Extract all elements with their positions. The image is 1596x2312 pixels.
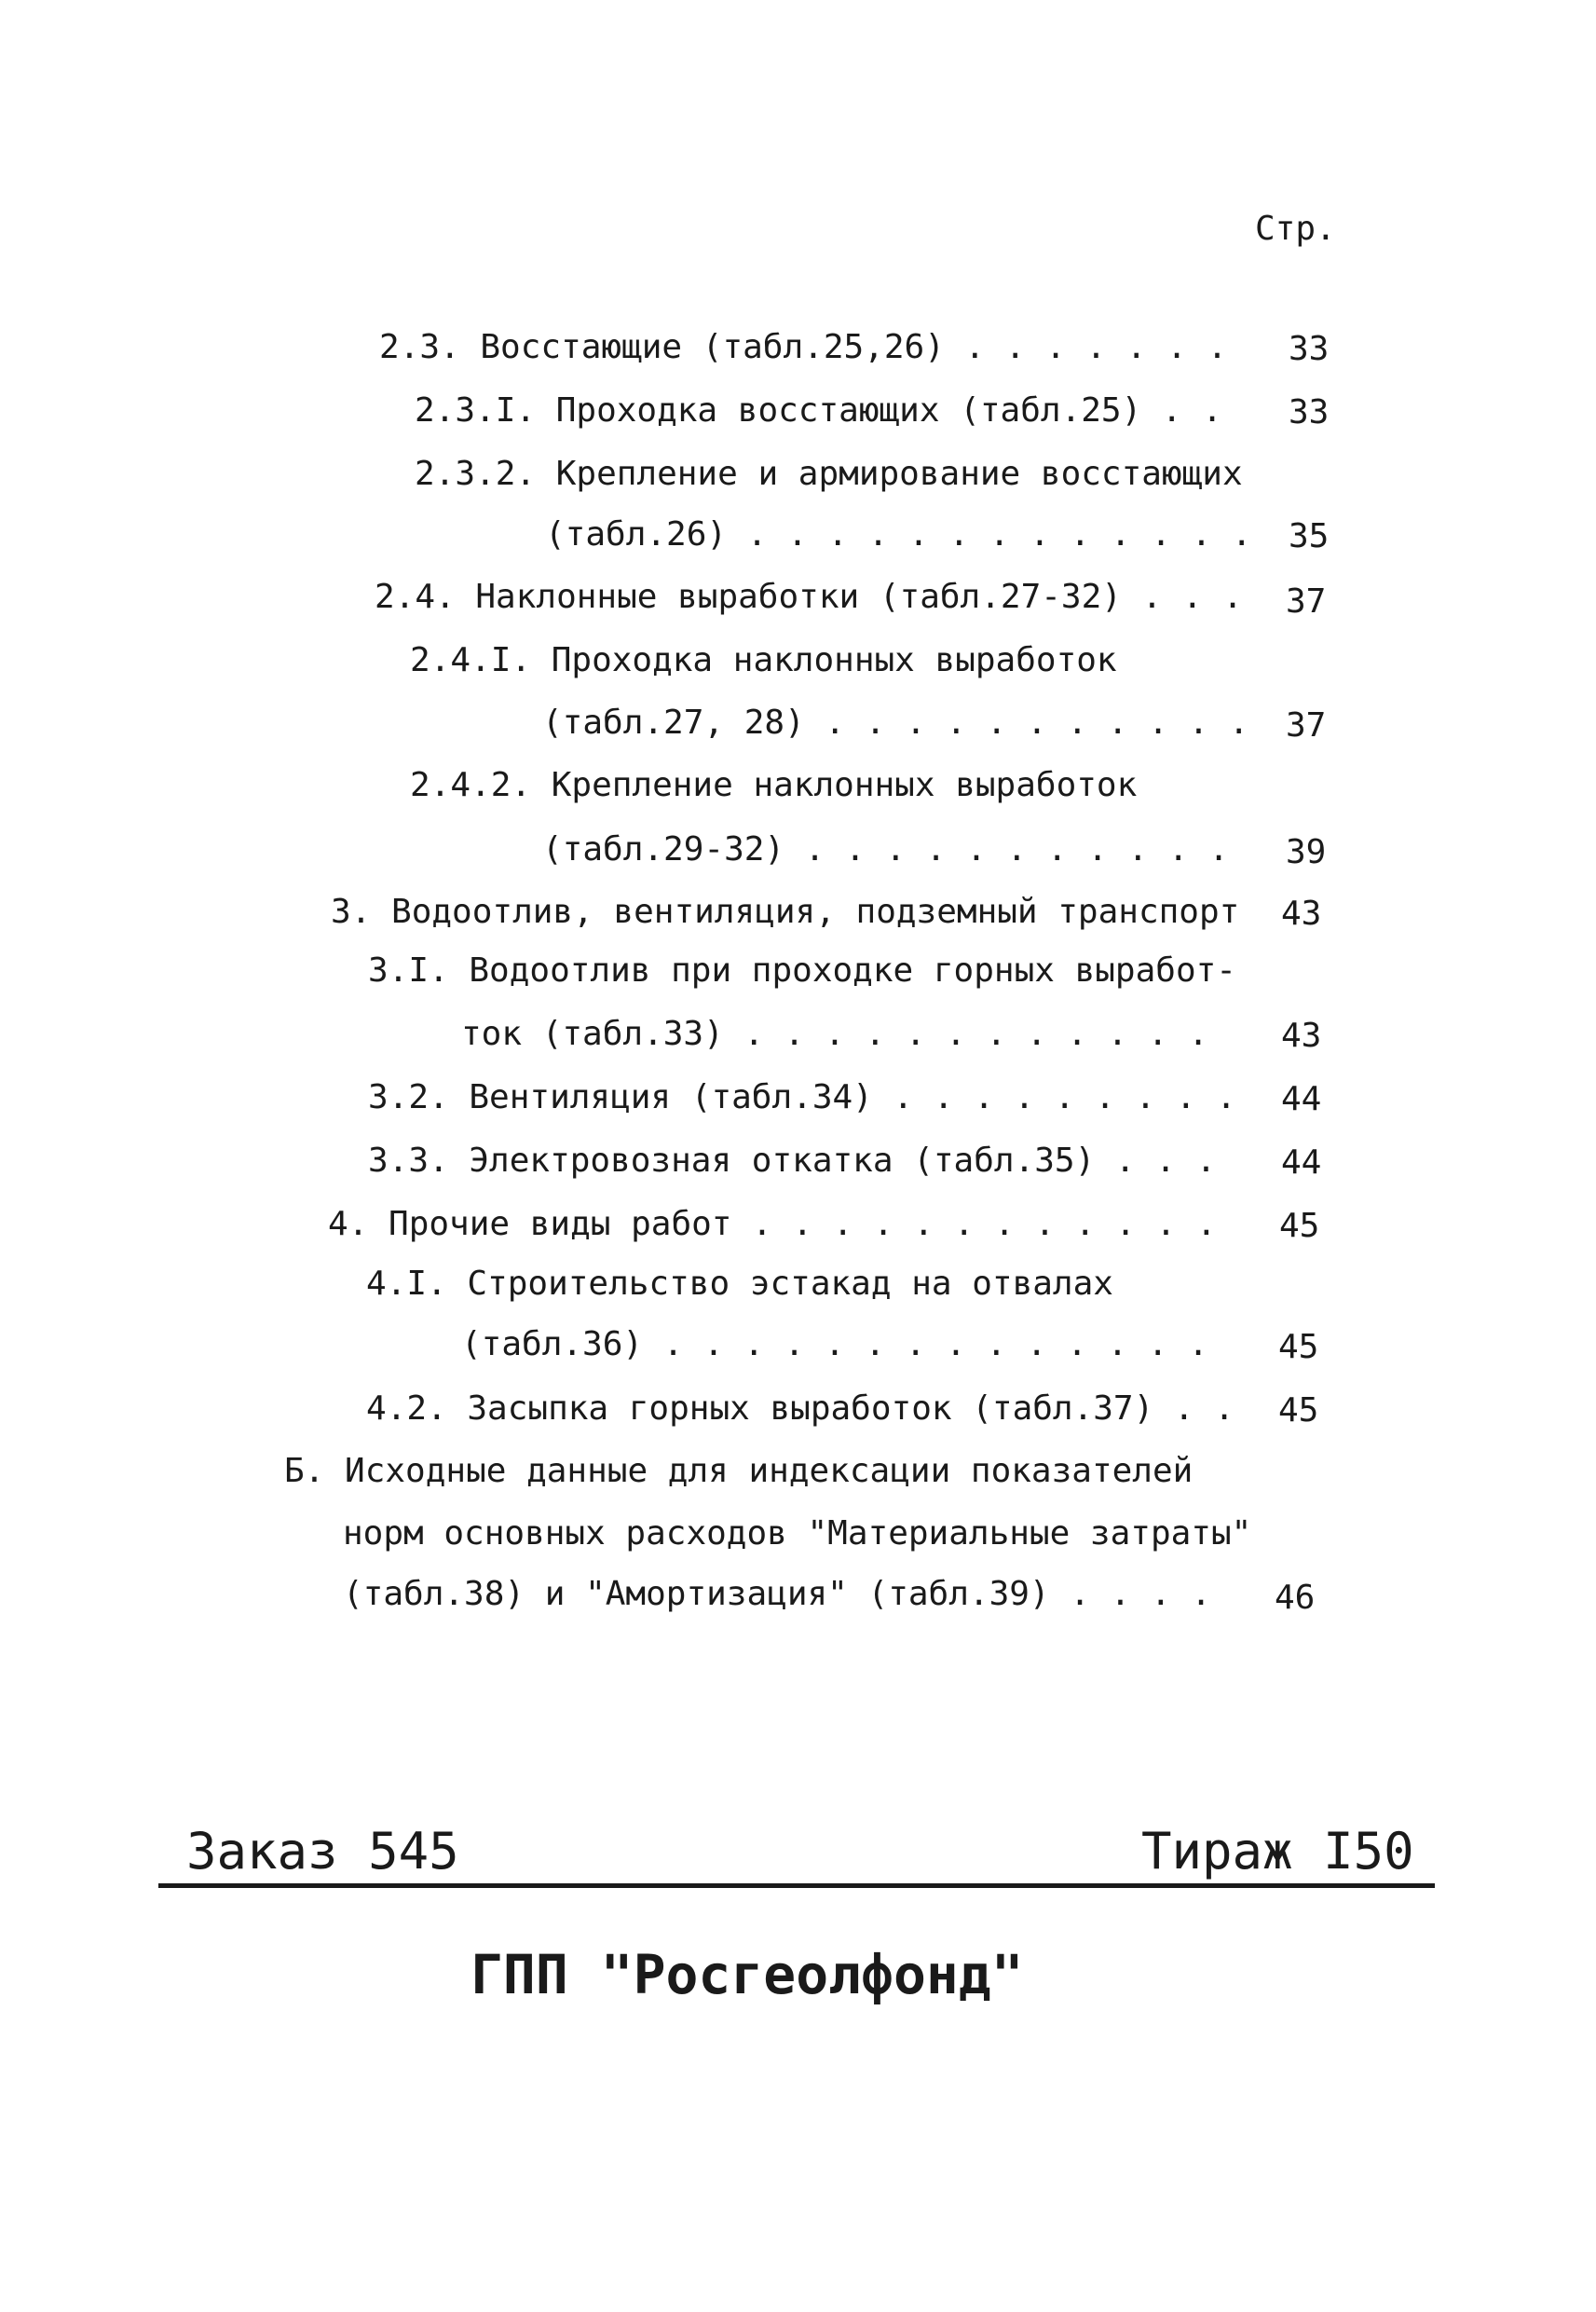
toc-entry-text: 3.2. Вентиляция (табл.34) . . . . . . . . . [368,1078,1236,1116]
toc-entry-text: 4. Прочие виды работ . . . . . . . . . . . . [328,1205,1217,1243]
toc-entry-page: 35 [1289,517,1330,555]
toc-entry-text: 4.I. Строительство эстакад на отвалах [366,1265,1113,1303]
toc-entry-text: 2.4.2. Крепление наклонных выработок [410,766,1138,804]
toc-entry-text: 2.4.I. Проходка наклонных выработок [410,641,1117,679]
toc-entry-text: 2.3.I. Проходка восстающих (табл.25) . . [415,391,1222,430]
page-column-header: Стр. [1255,210,1336,248]
toc-entry-text: (табл.36) . . . . . . . . . . . . . . [461,1325,1208,1363]
toc-entry-page: 33 [1289,330,1330,368]
toc-entry-page: 43 [1281,895,1322,933]
toc-entry-text: 2.3.2. Крепление и армирование восстающих [415,455,1243,493]
toc-entry-text: 3.I. Водоотлив при проходке горных выработ- [368,951,1236,990]
toc-entry-page: 46 [1275,1579,1316,1617]
toc-entry-page: 44 [1281,1080,1322,1118]
order-number: Заказ 545 [186,1822,459,1881]
toc-entry-page: 33 [1289,393,1330,431]
footer-divider [158,1883,1435,1888]
toc-entry-text: Б. Исходные данные для индексации показателей [284,1452,1194,1490]
toc-entry-text: 2.4. Наклонные выработки (табл.27-32) . . . [375,578,1243,616]
publisher-name: ГПП "Росгеолфонд" [471,1943,1024,2006]
toc-entry-text: (табл.27, 28) . . . . . . . . . . . [542,704,1249,742]
print-run: Тираж I50 [1141,1822,1414,1881]
toc-entry-page: 45 [1278,1328,1319,1366]
toc-entry-text: (табл.29-32) . . . . . . . . . . . [542,830,1229,869]
toc-entry-text: ток (табл.33) . . . . . . . . . . . . [461,1015,1208,1053]
toc-entry-page: 37 [1286,706,1327,745]
toc-entry-page: 37 [1286,582,1327,621]
toc-entry-text: норм основных расходов "Материальные затраты" [343,1514,1252,1553]
toc-entry-page: 44 [1281,1143,1322,1182]
toc-entry-page: 43 [1281,1017,1322,1055]
toc-entry-page: 45 [1278,1391,1319,1430]
toc-entry-text: 2.3. Восстающие (табл.25,26) . . . . . . . [379,328,1228,366]
toc-entry-page: 45 [1279,1207,1320,1245]
toc-entry-page: 39 [1286,833,1327,871]
toc-entry-text: (табл.26) . . . . . . . . . . . . . [545,515,1252,554]
toc-entry-text: 4.2. Засыпка горных выработок (табл.37) . . [366,1389,1235,1428]
toc-entry-text: 3.3. Электровозная откатка (табл.35) . . . [368,1142,1217,1180]
toc-entry-text: 3. Водоотлив, вентиляция, подземный транспорт [331,893,1240,931]
toc-entry-text: (табл.38) и "Амортизация" (табл.39) . . . . [343,1575,1211,1613]
